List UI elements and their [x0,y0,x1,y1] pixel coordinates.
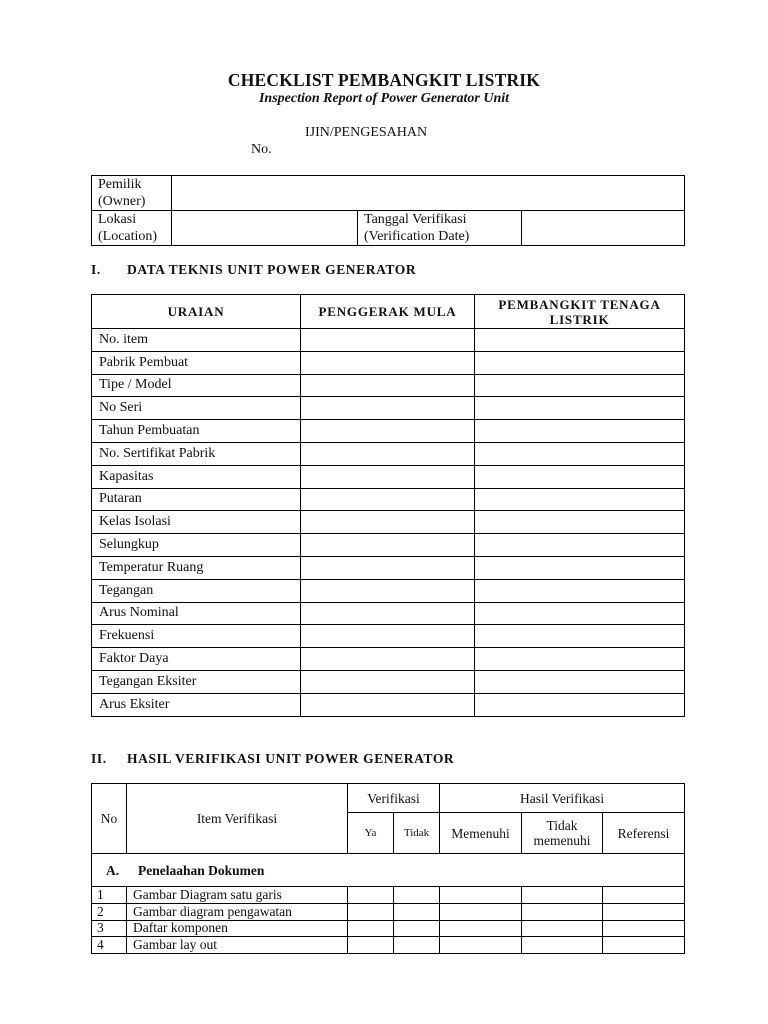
penggerak-mula-cell[interactable] [301,670,475,693]
pembangkit-cell[interactable] [475,556,685,579]
header-tidak-memenuhi [522,813,603,854]
owner-info-table [91,175,685,246]
owner-label: Pemilik [98,177,142,192]
technical-data-row [92,625,685,648]
referensi-cell[interactable] [603,903,685,920]
subsection-title: Penelaahan Dokumen [138,862,265,878]
penggerak-mula-cell[interactable] [301,534,475,557]
uraian-cell: Faktor Daya [92,648,301,671]
section-1-number: I. [91,262,101,277]
section-2-title: HASIL VERIFIKASI UNIT POWER GENERATOR [127,751,455,766]
tidak-cell[interactable] [394,903,440,920]
technical-header-row [92,295,685,329]
technical-data-row [92,693,685,716]
pembangkit-cell[interactable] [475,465,685,488]
penggerak-mula-cell[interactable] [301,511,475,534]
penggerak-mula-cell[interactable] [301,442,475,465]
pembangkit-cell[interactable] [475,534,685,557]
header-tidak: Tidak [394,813,440,854]
header-tidak-memenuhi-line1: Tidak [546,818,578,833]
technical-data-row [92,670,685,693]
ya-cell[interactable] [348,920,394,937]
technical-data-row [92,374,685,397]
technical-data-row [92,420,685,443]
header-uraian: URAIAN [92,295,301,329]
memenuhi-cell[interactable] [440,887,522,904]
penggerak-mula-cell[interactable] [301,648,475,671]
owner-row [92,176,685,211]
verification-row [92,920,685,937]
referensi-cell[interactable] [603,937,685,954]
penggerak-mula-cell[interactable] [301,602,475,625]
technical-data-row [92,465,685,488]
pembangkit-cell[interactable] [475,579,685,602]
pembangkit-cell[interactable] [475,329,685,352]
header-penggerak-mula: PENGGERAK MULA [301,295,475,329]
section-2-number: II. [91,751,107,766]
tidak-memenuhi-cell[interactable] [522,937,603,954]
tidak-memenuhi-cell[interactable] [522,903,603,920]
header-no: No [92,784,127,854]
pembangkit-cell[interactable] [475,442,685,465]
pembangkit-cell[interactable] [475,420,685,443]
verification-row [92,937,685,954]
penggerak-mula-cell[interactable] [301,374,475,397]
header-hasil-verifikasi: Hasil Verifikasi [440,784,685,813]
header-referensi: Referensi [603,813,685,854]
row-number: 4 [92,937,127,954]
row-item: Gambar Diagram satu garis [127,887,348,904]
uraian-cell: Tahun Pembuatan [92,420,301,443]
penggerak-mula-cell[interactable] [301,579,475,602]
header-verifikasi: Verifikasi [348,784,440,813]
technical-data-row [92,351,685,374]
header-item-verifikasi: Item Verifikasi [127,784,348,854]
penggerak-mula-cell[interactable] [301,329,475,352]
document-title: CHECKLIST PEMBANGKIT LISTRIK [227,70,541,90]
pembangkit-cell[interactable] [475,670,685,693]
technical-data-row [92,397,685,420]
uraian-cell: No. Sertifikat Pabrik [92,442,301,465]
referensi-cell[interactable] [603,920,685,937]
verification-header-row-1 [92,784,685,813]
memenuhi-cell[interactable] [440,903,522,920]
technical-data-row [92,511,685,534]
penggerak-mula-cell[interactable] [301,420,475,443]
uraian-cell: Kelas Isolasi [92,511,301,534]
owner-label-en: (Owner) [98,194,146,209]
date-label-en: (Verification Date) [364,229,470,244]
row-item: Gambar diagram pengawatan [127,903,348,920]
uraian-cell: Arus Eksiter [92,693,301,716]
penggerak-mula-cell[interactable] [301,625,475,648]
subsection-row [92,854,685,887]
owner-label-cell [92,176,172,211]
penggerak-mula-cell[interactable] [301,556,475,579]
pembangkit-cell[interactable] [475,693,685,716]
technical-data-row [92,602,685,625]
tidak-cell[interactable] [394,887,440,904]
date-value-cell[interactable] [522,211,685,246]
owner-value-cell[interactable] [172,176,685,211]
ijin-label: IJIN/PENGESAHAN [305,125,428,140]
tidak-memenuhi-cell[interactable] [522,887,603,904]
row-number: 1 [92,887,127,904]
technical-data-row [92,488,685,511]
row-number: 3 [92,920,127,937]
section-1-heading [91,262,416,278]
uraian-cell: Selungkup [92,534,301,557]
uraian-cell: Pabrik Pembuat [92,351,301,374]
subsection-letter: A. [106,862,120,878]
header-ya: Ya [348,813,394,854]
location-label: Lokasi [98,212,137,227]
pembangkit-cell[interactable] [475,602,685,625]
penggerak-mula-cell[interactable] [301,488,475,511]
pembangkit-cell[interactable] [475,625,685,648]
penggerak-mula-cell[interactable] [301,351,475,374]
section-2-heading [91,751,454,767]
uraian-cell: Putaran [92,488,301,511]
document-subtitle: Inspection Report of Power Generator Unit [258,91,510,106]
ya-cell[interactable] [348,887,394,904]
header-pembangkit: PEMBANGKIT TENAGA LISTRIK [475,295,685,329]
verification-row [92,887,685,904]
uraian-cell: Frekuensi [92,625,301,648]
section-1-title: DATA TEKNIS UNIT POWER GENERATOR [127,262,417,277]
header-memenuhi: Memenuhi [440,813,522,854]
technical-data-row [92,442,685,465]
header-tidak-memenuhi-line2: memenuhi [533,833,591,848]
verification-row [92,903,685,920]
pembangkit-cell[interactable] [475,351,685,374]
verification-table [91,783,685,954]
row-item: Gambar lay out [127,937,348,954]
row-item: Daftar komponen [127,920,348,937]
technical-data-row [92,556,685,579]
pembangkit-cell[interactable] [475,397,685,420]
memenuhi-cell[interactable] [440,920,522,937]
subsection-heading [92,854,685,887]
memenuhi-cell[interactable] [440,937,522,954]
pembangkit-cell[interactable] [475,648,685,671]
penggerak-mula-cell[interactable] [301,397,475,420]
technical-data-row [92,579,685,602]
ya-cell[interactable] [348,937,394,954]
referensi-cell[interactable] [603,887,685,904]
ya-cell[interactable] [348,903,394,920]
tidak-memenuhi-cell[interactable] [522,920,603,937]
penggerak-mula-cell[interactable] [301,465,475,488]
uraian-cell: Tegangan Eksiter [92,670,301,693]
date-label: Tanggal Verifikasi [364,212,467,227]
location-label-en: (Location) [98,229,158,244]
date-label-cell [358,211,522,246]
pembangkit-cell[interactable] [475,374,685,397]
tidak-cell[interactable] [394,937,440,954]
technical-data-row [92,329,685,352]
technical-data-table [91,294,685,717]
penggerak-mula-cell[interactable] [301,693,475,716]
tidak-cell[interactable] [394,920,440,937]
uraian-cell: Kapasitas [92,465,301,488]
location-label-cell [92,211,172,246]
technical-data-row [92,534,685,557]
number-label: No. [251,142,272,157]
pembangkit-cell[interactable] [475,488,685,511]
uraian-cell: No. item [92,329,301,352]
uraian-cell: Arus Nominal [92,602,301,625]
location-value-cell[interactable] [172,211,358,246]
pembangkit-cell[interactable] [475,511,685,534]
technical-data-row [92,648,685,671]
row-number: 2 [92,903,127,920]
location-row [92,211,685,246]
uraian-cell: Temperatur Ruang [92,556,301,579]
uraian-cell: No Seri [92,397,301,420]
uraian-cell: Tipe / Model [92,374,301,397]
uraian-cell: Tegangan [92,579,301,602]
